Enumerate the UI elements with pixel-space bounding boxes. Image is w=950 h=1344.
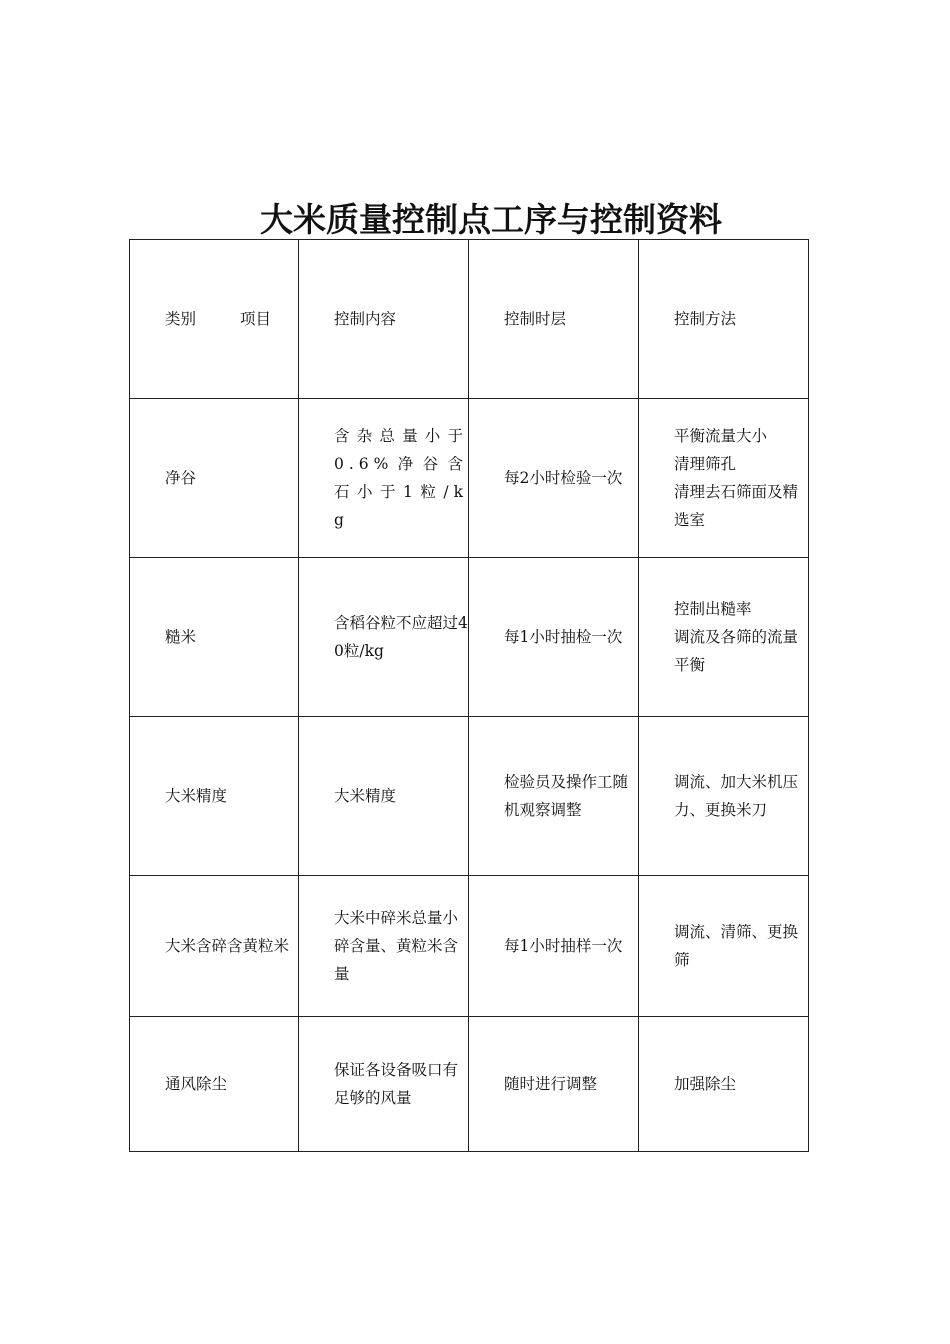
row-method: 调流、清筛、更换筛 (639, 876, 809, 1017)
table-row (130, 717, 809, 876)
row-method: 平衡流量大小 清理筛孔 清理去石筛面及精选室 (639, 399, 809, 558)
header-method: 控制方法 (639, 240, 809, 399)
row-method: 控制出糙率 调流及各筛的流量平衡 (639, 558, 809, 717)
row-content: 含稻谷粒不应超过40粒/kg (299, 558, 469, 717)
header-timing: 控制时层 (469, 240, 639, 399)
row-timing: 每1小时抽检一次 (469, 558, 639, 717)
row-category: 大米精度 (130, 717, 299, 876)
row-timing: 每2小时检验一次 (469, 399, 639, 558)
table-header-row (130, 240, 809, 399)
header-category-item-cell (130, 240, 299, 399)
row-category: 糙米 (130, 558, 299, 717)
row-method: 调流、加大米机压力、更换米刀 (639, 717, 809, 876)
header-content: 控制内容 (299, 240, 469, 399)
page-title: 大米质量控制点工序与控制资料 (260, 200, 722, 239)
table-row (130, 1017, 809, 1152)
row-category: 大米含碎含黄粒米 (130, 876, 299, 1017)
table-row (130, 558, 809, 717)
row-content: 含杂总量小于0.6%净谷含石小于1粒/kg (299, 399, 469, 558)
table-row (130, 876, 809, 1017)
row-content: 大米中碎米总量小碎含量、黄粒米含量 (299, 876, 469, 1017)
header-item: 项目 (240, 310, 272, 328)
row-content: 保证各设备吸口有足够的风量 (299, 1017, 469, 1152)
row-category: 净谷 (130, 399, 299, 558)
row-method: 加强除尘 (639, 1017, 809, 1152)
quality-control-table (129, 239, 809, 1152)
row-timing: 检验员及操作工随机观察调整 (469, 717, 639, 876)
header-category: 类别 (165, 310, 197, 328)
row-timing: 随时进行调整 (469, 1017, 639, 1152)
row-content: 大米精度 (299, 717, 469, 876)
table-row (130, 399, 809, 558)
row-timing: 每1小时抽样一次 (469, 876, 639, 1017)
row-category: 通风除尘 (130, 1017, 299, 1152)
